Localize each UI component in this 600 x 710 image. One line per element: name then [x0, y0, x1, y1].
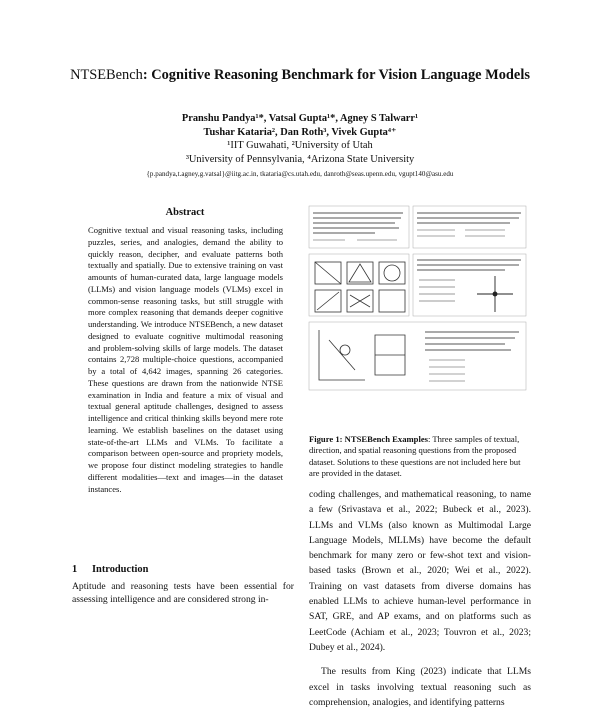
- caption-text: : Three samples of textual, direction, and spatial reasoning questions from the proposed dataset. Solutions to these questions are not included here but are provided in the dataset.: [309, 434, 521, 478]
- section-title: Introduction: [92, 564, 149, 575]
- author-emails: {p.pandya,t.agney,g.vatsal}@iitg.ac.in, tkataria@cs.utah.edu, danroth@seas.upenn.edu, vgupt140@asu.edu: [146, 170, 454, 178]
- right-column-text: [309, 487, 531, 710]
- affiliation-line-1: ¹IIT Guwahati, ²University of Utah: [227, 140, 373, 151]
- paper-title: [70, 66, 530, 84]
- abstract-text: Cognitive textual and visual reasoning tasks, including puzzles, series, and analogies, demand the ability to quickly reason, decipher, and evaluate patterns both textually and spatially. Due to extensive training on vast amounts of human-curated data, large language models (LLMs) and vision language models (VLMs) excel in common-sense reasoning tasks, but still struggle with more complex reasoning that demands deeper cognitive understanding. We introduce NTSEBench, a new dataset designed to evaluate cognitive multimodal reasoning and problem-solving skills of large models. The dataset contains 2,728 multiple-choice questions, accompanied by a total of 4,642 images, spanning 26 categories. These questions are drawn from the nationwide NTSE examination in India and feature a mix of visual and textual general aptitude challenges, designed to assess intelligence and critical thinking skills beyond mere rote learning. We establish baselines on the dataset using state-of-the-art LLMs and VLMs. To facilitate a comparison between open-source and propriety models, we propose four distinct modeling strategies to handle different modalities—text and images—in the dataset instances.: [88, 225, 283, 494]
- caption-label: Figure 1:: [309, 434, 343, 444]
- authors-line-1: Pranshu Pandya¹*, Vatsal Gupta¹*, Agney S Talwarr¹: [181, 113, 419, 124]
- right-paragraph-2: The results from King (2023) indicate that LLMs excel in tasks involving textual reasoning such as comprehension, analogies, and identifying patterns: [309, 666, 531, 708]
- caption-bench-name: NTSEBench: [344, 434, 391, 444]
- authors-line-2: Tushar Kataria², Dan Roth³, Vivek Gupta⁴⁺: [203, 126, 397, 138]
- title-main: : Cognitive Reasoning Benchmark for Vision Language Models: [142, 67, 530, 83]
- author-block: [80, 112, 520, 166]
- section-heading-introduction: [72, 563, 282, 576]
- affiliation-line-2: ³University of Pennsylvania, ⁴Arizona State University: [185, 153, 415, 165]
- section-number: 1: [72, 564, 78, 575]
- sample-question-spatial-panel: [309, 254, 409, 316]
- abstract-heading: Abstract: [165, 207, 205, 218]
- sample-question-direction-panel: [413, 206, 526, 248]
- sample-question-lower-panel: [309, 322, 526, 390]
- title-bench-name: NTSEBench: [70, 67, 143, 83]
- figure-1-illustration: [305, 200, 530, 428]
- sample-question-text-panel: [309, 206, 409, 248]
- caption-bold-rest: Examples: [390, 434, 428, 444]
- intro-paragraph: Aptitude and reasoning tests have been essential for assessing intelligence and are considered strong in-: [72, 581, 294, 605]
- figure-1-caption: [309, 434, 531, 479]
- sample-question-options-panel: [413, 254, 526, 316]
- right-paragraph-1: coding challenges, and mathematical reasoning, to name a few (Srivastava et al., 2022; Bubeck et al., 2023). LLMs and VLMs (also known as Multimodal Large Language Models, MLLMs) have become the default benchmark for many zero or few-shot text and vision-based tasks (Brown et al., 2020; Wei et al., 2022). Training on vast datasets from diverse domains has enabled LLMs to achieve human-level performance in SAT, GRE, and AP exams, and on platforms such as LeetCode (Achiam et al., 2023; Touvron et al., 2023; Dubey et al., 2024).: [309, 489, 531, 653]
